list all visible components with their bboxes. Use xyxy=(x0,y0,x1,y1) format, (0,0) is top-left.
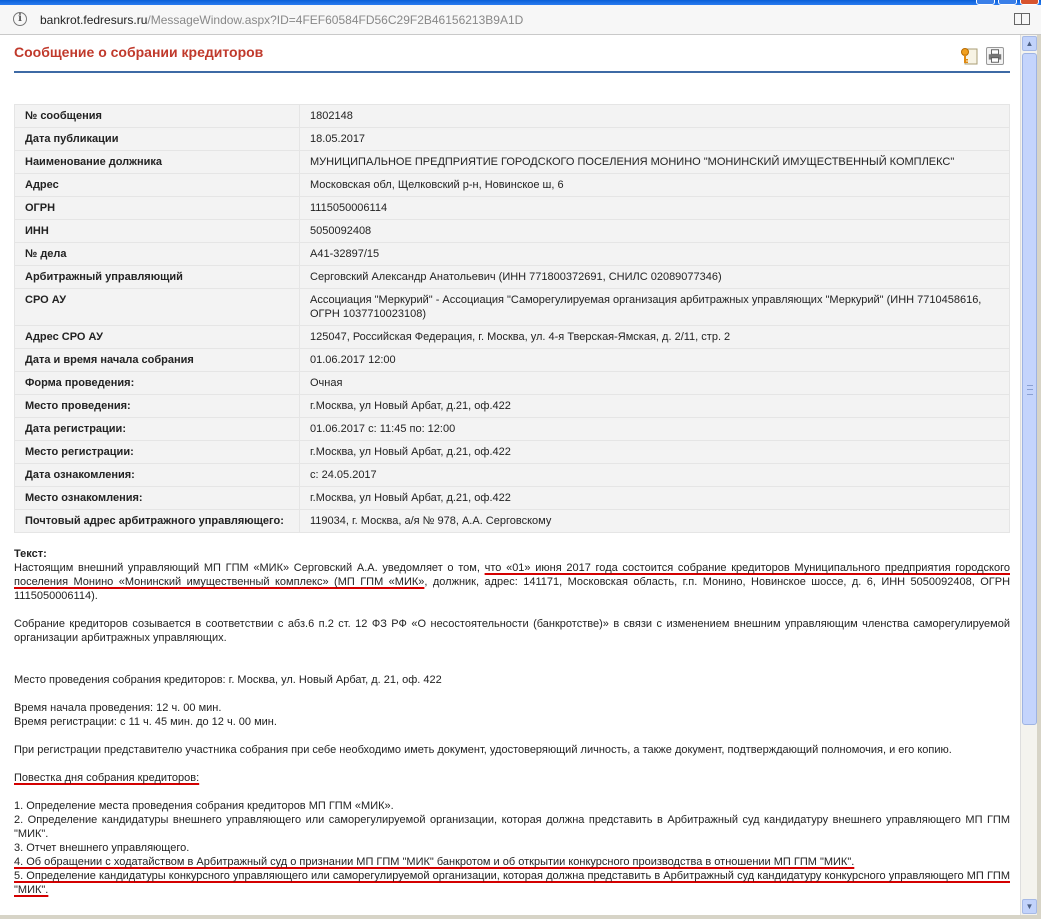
details-row xyxy=(15,128,1010,151)
details-row xyxy=(15,395,1010,418)
details-value: МУНИЦИПАЛЬНОЕ ПРЕДПРИЯТИЕ ГОРОДСКОГО ПОСЕЛЕНИЯ МОНИНО "МОНИНСКИЙ ИМУЩЕСТВЕННЫЙ КОМПЛЕКС" xyxy=(300,151,1010,174)
window-right-border xyxy=(1037,35,1041,919)
agenda-item-4-text: 4. Об обращении с ходатайством в Арбитражный суд о признании МП ГПМ "МИК" банкротом и об открытии конкурсного производства в отношении МП ГПМ "МИК". xyxy=(14,856,855,868)
message-details-table xyxy=(14,104,1010,533)
details-value: г.Москва, ул Новый Арбат, д.21, оф.422 xyxy=(300,441,1010,464)
text-label: Текст: xyxy=(14,548,47,560)
vertical-scrollbar[interactable] xyxy=(1020,35,1037,915)
details-label: № сообщения xyxy=(15,105,300,128)
details-label: СРО АУ xyxy=(15,289,300,326)
text-p1-start: Настоящим внешний управляющий МП ГПМ «МИК» Серговский А.А. уведомляет о том, xyxy=(14,562,485,574)
details-label: Дата и время начала собрания xyxy=(15,349,300,372)
title-divider xyxy=(14,71,1010,73)
details-row xyxy=(15,349,1010,372)
agenda-item-2: 2. Определение кандидатуры внешнего управляющего или саморегулируемой организации, которая должна представить в Арбитражный суд кандидатуру внешнего управляющего МП ГПМ "МИК". xyxy=(14,814,1010,840)
reader-view-icon[interactable] xyxy=(1014,13,1030,25)
key-icon[interactable] xyxy=(960,46,978,66)
info-icon[interactable]: i xyxy=(13,12,27,26)
scroll-up-arrow-icon[interactable]: ▲ xyxy=(1022,36,1037,51)
details-label: Дата ознакомления: xyxy=(15,464,300,487)
text-registration-note: При регистрации представителю участника собрания при себе необходимо иметь документ, удостоверяющий личность, а также документ, подтверждающий полномочия, и его копию. xyxy=(14,744,952,756)
details-row xyxy=(15,464,1010,487)
agenda-item-1: 1. Определение места проведения собрания кредиторов МП ГПМ «МИК». xyxy=(14,800,394,812)
text-paragraph-2: Собрание кредиторов созывается в соответствии с абз.6 п.2 ст. 12 ФЗ РФ «О несостоятельности (банкротстве)» в связи с изменением внешним управляющим членства саморегулируемой организации арбитражных управляющих. xyxy=(14,618,1010,644)
text-start-time: Время начала проведения: 12 ч. 00 мин. xyxy=(14,702,222,714)
details-row xyxy=(15,441,1010,464)
details-row xyxy=(15,105,1010,128)
text-registration-time: Время регистрации: с 11 ч. 45 мин. до 12 ч. 00 мин. xyxy=(14,716,277,728)
details-label: Дата регистрации: xyxy=(15,418,300,441)
details-label: Адрес СРО АУ xyxy=(15,326,300,349)
details-label: Арбитражный управляющий xyxy=(15,266,300,289)
agenda-item-5-text: 5. Определение кандидатуры конкурсного управляющего или саморегулируемой организации, которая должна представить в Арбитражный суд кандидатуру конкурсного управляющего МП ГПМ "МИК". xyxy=(14,870,1010,896)
page-title: Сообщение о собрании кредиторов xyxy=(14,44,264,60)
details-label: Форма проведения: xyxy=(15,372,300,395)
details-row xyxy=(15,174,1010,197)
url-host: bankrot.fedresurs.ru xyxy=(40,13,148,27)
details-value: Очная xyxy=(300,372,1010,395)
details-row xyxy=(15,220,1010,243)
print-icon[interactable] xyxy=(986,47,1004,65)
scroll-down-arrow-icon[interactable]: ▼ xyxy=(1022,899,1037,914)
details-row xyxy=(15,372,1010,395)
details-label: ИНН xyxy=(15,220,300,243)
text-p1-highlight: что «01» июня 2017 года состоится собрание кредиторов Муниципального предприятия городского поселения Монино «Монинский имущественный комплекс» (МП ГПМ «МИК» xyxy=(14,562,1010,588)
details-label: Почтовый адрес арбитражного управляющего: xyxy=(15,510,300,533)
details-value: 5050092408 xyxy=(300,220,1010,243)
details-value: Ассоциация "Меркурий" - Ассоциация "Саморегулируемая организация арбитражных управляющих "Меркурий" (ИНН 7710458616, ОГРН 1037710023108) xyxy=(300,289,1010,326)
details-row xyxy=(15,326,1010,349)
details-label: Место ознакомления: xyxy=(15,487,300,510)
details-value: 1115050006114 xyxy=(300,197,1010,220)
details-value: 01.06.2017 с: 11:45 по: 12:00 xyxy=(300,418,1010,441)
details-label: ОГРН xyxy=(15,197,300,220)
details-value: 1802148 xyxy=(300,105,1010,128)
details-label: Место регистрации: xyxy=(15,441,300,464)
agenda-title-text: Повестка дня собрания кредиторов: xyxy=(14,772,200,784)
details-value: Московская обл, Щелковский р-н, Новинское ш, 6 xyxy=(300,174,1010,197)
text-meeting-place: Место проведения собрания кредиторов: г. Москва, ул. Новый Арбат, д. 21, оф. 422 xyxy=(14,674,442,686)
address-bar[interactable] xyxy=(0,5,1041,35)
details-value: 18.05.2017 xyxy=(300,128,1010,151)
agenda-item-4 xyxy=(14,855,1010,869)
message-text xyxy=(14,547,1010,897)
details-row xyxy=(15,197,1010,220)
page-viewport xyxy=(0,35,1020,915)
details-value: с: 24.05.2017 xyxy=(300,464,1010,487)
details-row xyxy=(15,289,1010,326)
scrollbar-grip-icon xyxy=(1027,385,1033,395)
agenda-item-5 xyxy=(14,869,1010,897)
details-value: г.Москва, ул Новый Арбат, д.21, оф.422 xyxy=(300,395,1010,418)
details-row xyxy=(15,487,1010,510)
url-path: /MessageWindow.aspx?ID=4FEF60584FD56C29F2B46156213B9A1D xyxy=(147,13,524,27)
details-row xyxy=(15,243,1010,266)
details-row xyxy=(15,510,1010,533)
scrollbar-thumb[interactable] xyxy=(1022,53,1037,725)
details-label: Адрес xyxy=(15,174,300,197)
details-value: Серговский Александр Анатольевич (ИНН 771800372691, СНИЛС 02089077346) xyxy=(300,266,1010,289)
details-value: 119034, г. Москва, а/я № 978, А.А. Серговскому xyxy=(300,510,1010,533)
details-value: А41-32897/15 xyxy=(300,243,1010,266)
url-text[interactable] xyxy=(40,13,523,27)
details-row xyxy=(15,418,1010,441)
details-value: 01.06.2017 12:00 xyxy=(300,349,1010,372)
details-value: г.Москва, ул Новый Арбат, д.21, оф.422 xyxy=(300,487,1010,510)
details-value: 125047, Российская Федерация, г. Москва, ул. 4-я Тверская-Ямская, д. 2/11, стр. 2 xyxy=(300,326,1010,349)
details-label: Наименование должника xyxy=(15,151,300,174)
agenda-title xyxy=(14,771,1010,785)
agenda-item-3: 3. Отчет внешнего управляющего. xyxy=(14,842,190,854)
details-row xyxy=(15,151,1010,174)
text-paragraph-1 xyxy=(14,561,1010,603)
window-bottom-border xyxy=(0,915,1041,919)
details-label: Дата публикации xyxy=(15,128,300,151)
details-label: № дела xyxy=(15,243,300,266)
details-label: Место проведения: xyxy=(15,395,300,418)
text-p1-end: , должник, адрес: 141171, Московская область, г.п. Монино, Новинское шоссе, д. 6, ИНН 5050092408, ОГРН 1115050006114). xyxy=(14,576,1011,602)
details-row xyxy=(15,266,1010,289)
